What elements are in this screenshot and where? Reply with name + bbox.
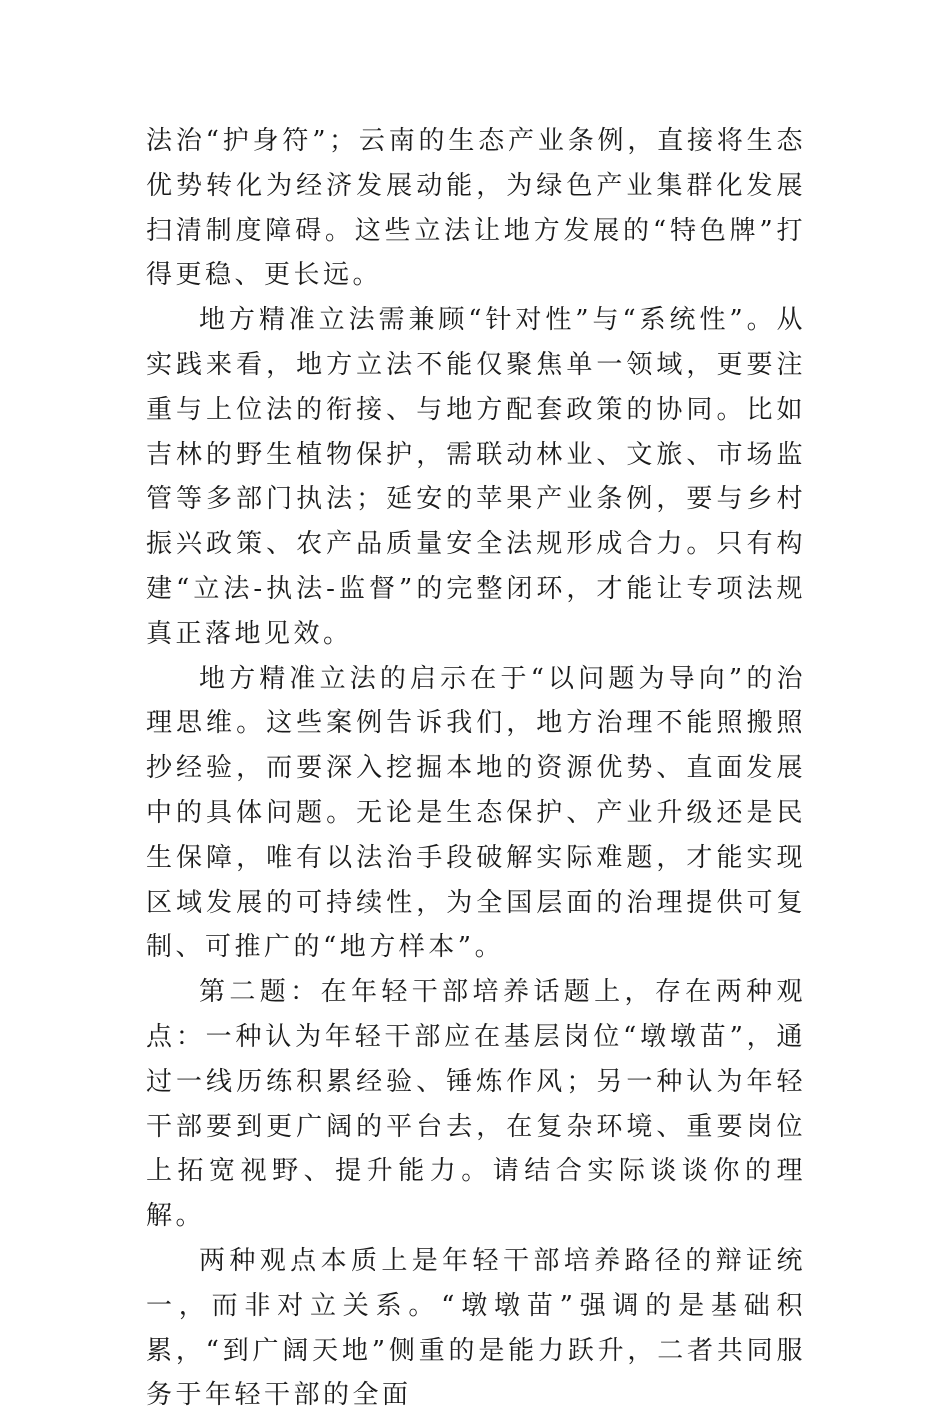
paragraph-3: 地方精准立法的启示在于“以问题为导向”的治理思维。这些案例告诉我们，地方治理不能照搬照抄经验，而要深入挖掘本地的资源优势、直面发展中的具体问题。无论是生态保护、产业升级还是民生保障，唯有以法治手段破解实际难题，才能实现区域发展的可持续性，为全国层面的治理提供可复制、可推广的“地方样本”。 [146, 663, 806, 963]
paragraph-2: 地方精准立法需兼顾“针对性”与“系统性”。从实践来看，地方立法不能仅聚焦单一领域，更要注重与上位法的衔接、与地方配套政策的协同。比如吉林的野生植物保护，需联动林业、文旅、市场监管等多部门执法；延安的苹果产业条例，要与乡村振兴政策、农产品质量安全法规形成合力。只有构建“立法-执法-监督”的完整闭环，才能让专项法规真正落地见效。 [146, 305, 806, 649]
paragraph-4-question: 第二题：在年轻干部培养话题上，存在两种观点：一种认为年轻干部应在基层岗位“墩墩苗”，通过一线历练积累经验、锤炼作风；另一种认为年轻干部要到更广阔的平台去，在复杂环境、重要岗位上拓宽视野、提升能力。请结合实际谈谈你的理解。 [146, 977, 806, 1232]
document-body [146, 119, 806, 1418]
paragraph-1: 法治“护身符”；云南的生态产业条例，直接将生态优势转化为经济发展动能，为绿色产业集群化发展扫清制度障碍。这些立法让地方发展的“特色牌”打得更稳、更长远。 [146, 126, 806, 291]
paragraph-5: 两种观点本质上是年轻干部培养路径的辩证统一，而非对立关系。“墩墩苗”强调的是基础积累，“到广阔天地”侧重的是能力跃升，二者共同服务于年轻干部的全面 [146, 1245, 806, 1411]
